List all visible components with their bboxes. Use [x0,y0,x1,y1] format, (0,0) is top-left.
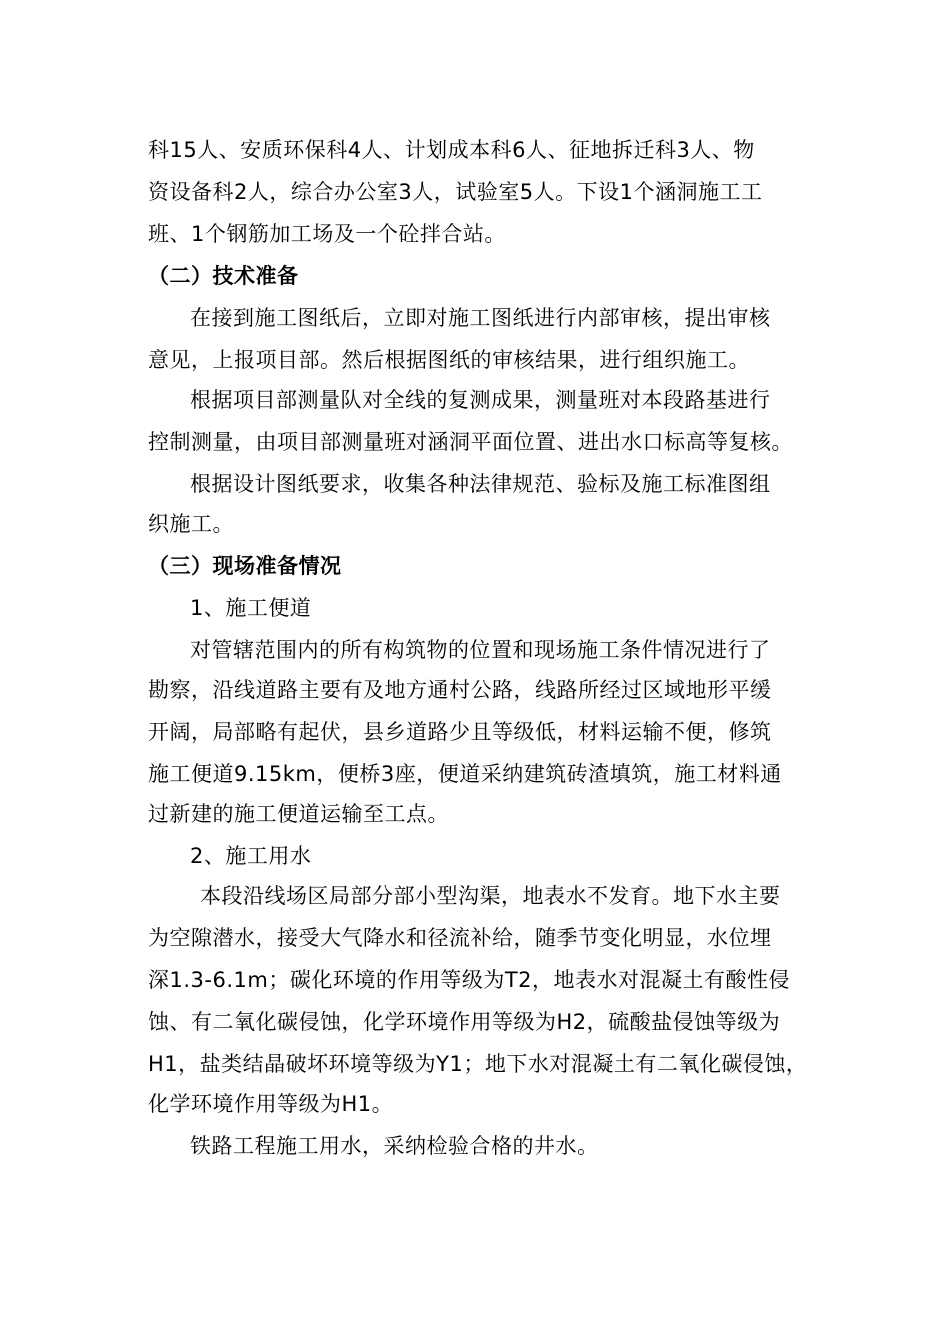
subsection-heading: 2、施工用水 [190,844,312,868]
body-text-line: 对管辖范围内的所有构筑物的位置和现场施工条件情况进行了 [190,638,771,662]
body-text-line: 织施工。 [148,512,234,536]
body-text-line: 在接到施工图纸后，立即对施工图纸进行内部审核，提出审核 [190,306,771,330]
section-heading: （二）技术准备 [148,264,299,288]
body-text-line: 根据设计图纸要求，收集各种法律规范、验标及施工标准图组 [190,472,771,496]
body-text-line: 根据项目部测量队对全线的复测成果，测量班对本段路基进行 [190,388,771,412]
body-text-line: 勘察，沿线道路主要有及地方通村公路，线路所经过区域地形平缓 [148,678,772,702]
body-text-line: 为空隙潜水，接受大气降水和径流补给，随季节变化明显，水位埋 [148,926,772,950]
body-text-line: 施工便道9.15km，便桥3座，便道采纳建筑砖渣填筑，施工材料通 [148,762,782,786]
body-text-line: 开阔，局部略有起伏，县乡道路少且等级低，材料运输不便，修筑 [148,720,772,744]
body-text-line: 资设备科2人，综合办公室3人，试验室5人。下设1个涵洞施工工 [148,180,763,204]
body-text-line: 控制测量，由项目部测量班对涵洞平面位置、进出水口标高等复核。 [148,430,793,454]
body-text-line: 过新建的施工便道运输至工点。 [148,802,449,826]
body-text-line: 化学环境作用等级为H1。 [148,1092,394,1116]
body-text-line: 深1.3-6.1m；碳化环境的作用等级为T2，地表水对混凝土有酸性侵 [148,968,791,992]
subsection-heading: 1、施工便道 [190,596,312,620]
body-text-line: 蚀、有二氧化碳侵蚀，化学环境作用等级为H2，硫酸盐侵蚀等级为 [148,1010,781,1034]
section-heading: （三）现场准备情况 [148,554,342,578]
body-text-line: 本段沿线场区局部分部小型沟渠，地表水不发育。地下水主要 [200,884,781,908]
body-text-line: 意见，上报项目部。然后根据图纸的审核结果，进行组织施工。 [148,348,750,372]
body-text-line: 科15人、安质环保科4人、计划成本科6人、征地拆迁科3人、物 [148,138,755,162]
body-text-line: H1，盐类结晶破坏环境等级为Y1；地下水对混凝土有二氧化碳侵蚀， [148,1052,808,1076]
body-text-line: 铁路工程施工用水，采纳检验合格的井水。 [190,1134,599,1158]
body-text-line: 班、1个钢筋加工场及一个砼拌合站。 [148,222,506,246]
